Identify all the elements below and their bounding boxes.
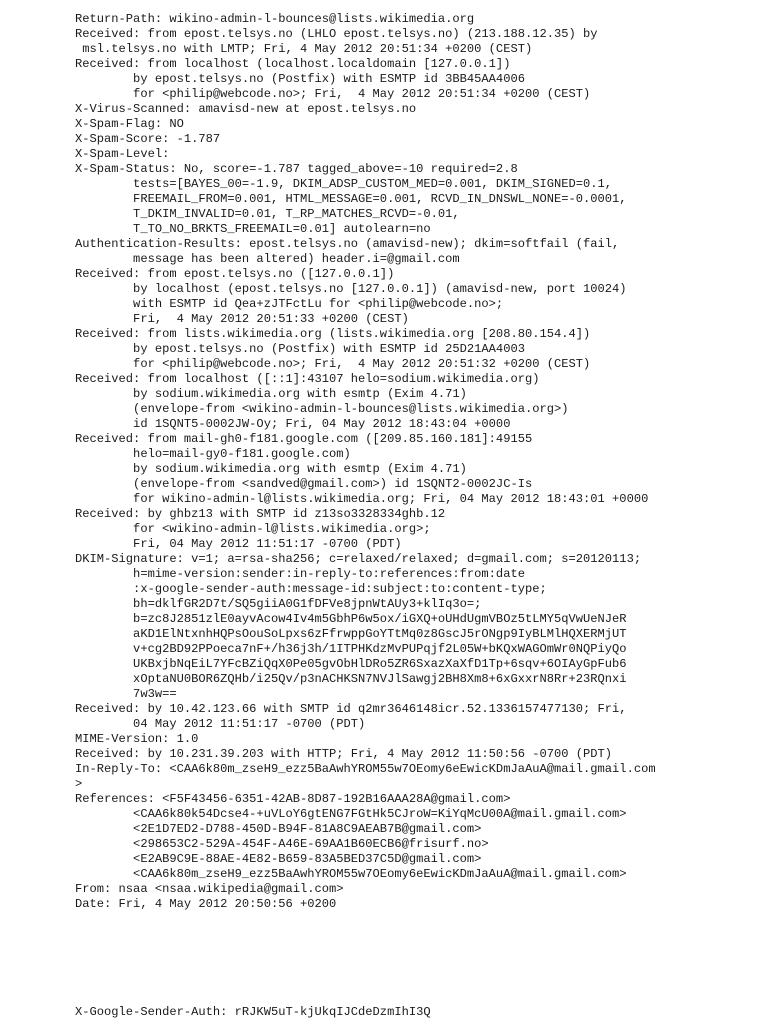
header-line: aKD1ElNtxnhHQPsOouSoLpxs6zFfrwppGoYTtMq0z8GscJ5rONgp9IyBLMlHQXERMjUT [75,627,627,641]
header-line: msl.telsys.no with LMTP; Fri, 4 May 2012 20:51:34 +0200 (CEST) [75,42,533,56]
header-line: <CAA6k80k54Dcse4-+uVLoY6gtENG7FGtHk5CJroW=KiYqMcU00A@mail.gmail.com> [75,807,627,821]
header-line: v+cg2BD92PPoeca7nF+/h36j3h/1ITPHKdzMvPUPqjf2L05W+bKQxWAGOmWr0NQPiyQo [75,642,627,656]
header-line: Received: from localhost ([::1]:43107 helo=sodium.wikimedia.org) [75,372,540,386]
header-line: X-Spam-Score: -1.787 [75,132,221,146]
header-line: Fri, 4 May 2012 20:51:33 +0200 (CEST) [75,312,409,326]
header-line: T_TO_NO_BRKTS_FREEMAIL=0.01] autolearn=no [75,222,431,236]
header-line: id 1SQNT5-0002JW-Oy; Fri, 04 May 2012 18:43:04 +0000 [75,417,511,431]
header-line: for <philip@webcode.no>; Fri, 4 May 2012 20:51:34 +0200 (CEST) [75,87,591,101]
header-line: tests=[BAYES_00=-1.9, DKIM_ADSP_CUSTOM_MED=0.001, DKIM_SIGNED=0.1, [75,177,613,191]
header-line: References: <F5F43456-6351-42AB-8D87-192B16AAA28A@gmail.com> [75,792,511,806]
header-line: Return-Path: wikino-admin-l-bounces@lists.wikimedia.org [75,12,475,26]
header-line: bh=dklfGR2D7t/SQ5giiA0G1fDFVe8jpnWtAUy3+klIq3o=; [75,597,482,611]
header-line: <2E1D7ED2-D788-450D-B94F-81A8C9AEAB7B@gmail.com> [75,822,482,836]
header-line: Received: by ghbz13 with SMTP id z13so3328334ghb.12 [75,507,446,521]
header-line: by epost.telsys.no (Postfix) with ESMTP id 25D21AA4003 [75,342,525,356]
header-line: for wikino-admin-l@lists.wikimedia.org; Fri, 04 May 2012 18:43:01 +0000 [75,492,649,506]
header-line: for <wikino-admin-l@lists.wikimedia.org>; [75,522,431,536]
header-line: T_DKIM_INVALID=0.01, T_RP_MATCHES_RCVD=-0.01, [75,207,460,221]
header-line: by sodium.wikimedia.org with esmtp (Exim 4.71) [75,387,467,401]
header-line: b=zc8J2851zlE0ayvAcow4Iv4m5GbhP6w5ox/iGXQ+oUHdUgmVBOz5tLMY5qVwUeNJeR [75,612,627,626]
header-line: message has been altered) header.i=@gmail.com [75,252,460,266]
header-line: by localhost (epost.telsys.no [127.0.0.1]) (amavisd-new, port 10024) [75,282,627,296]
header-line: X-Spam-Level: [75,147,170,161]
header-line: X-Virus-Scanned: amavisd-new at epost.telsys.no [75,102,417,116]
google-sender-auth-header: X-Google-Sender-Auth: rRJKW5uT-kjUkqIJCdeDzmIhI3Q [75,1005,431,1019]
header-line: X-Spam-Flag: NO [75,117,184,131]
header-line: Received: from mail-gh0-f181.google.com ([209.85.160.181]:49155 [75,432,533,446]
header-line: UKBxjbNqEiL7YFcBZiQqX0Pe05gvObHlDRo5ZR6SxazXaXfD1Tp+6sqv+6OIAyGpFub6 [75,657,627,671]
header-line: DKIM-Signature: v=1; a=rsa-sha256; c=relaxed/relaxed; d=gmail.com; s=20120113; [75,552,642,566]
header-line: for <philip@webcode.no>; Fri, 4 May 2012 20:51:32 +0200 (CEST) [75,357,591,371]
header-line: Received: by 10.231.39.203 with HTTP; Fri, 4 May 2012 11:50:56 -0700 (PDT) [75,747,613,761]
header-line: <CAA6k80m_zseH9_ezz5BaAwhYROM55w7OEomy6eEwicKDmJaAuA@mail.gmail.com> [75,867,627,881]
header-line: Received: from epost.telsys.no (LHLO epost.telsys.no) (213.188.12.35) by [75,27,598,41]
header-line: Received: from epost.telsys.no ([127.0.0.1]) [75,267,395,281]
email-headers-document [75,12,765,912]
header-line: xOptaNU0BOR6ZQHb/i25Qv/p3nACHKSN7NVJlSawgj2BH8Xm8+6xGxxrN8Rr+23RQnxi [75,672,627,686]
header-line: (envelope-from <wikino-admin-l-bounces@lists.wikimedia.org>) [75,402,569,416]
header-line: h=mime-version:sender:in-reply-to:references:from:date [75,567,525,581]
header-line: :x-google-sender-auth:message-id:subject:to:content-type; [75,582,547,596]
header-line: Date: Fri, 4 May 2012 20:50:56 +0200 [75,897,337,911]
header-line: <E2AB9C9E-88AE-4E82-B659-83A5BED37C5D@gmail.com> [75,852,482,866]
header-line: Fri, 04 May 2012 11:51:17 -0700 (PDT) [75,537,402,551]
header-line: From: nsaa <nsaa.wikipedia@gmail.com> [75,882,344,896]
header-line: Received: from localhost (localhost.localdomain [127.0.0.1]) [75,57,511,71]
header-line: by epost.telsys.no (Postfix) with ESMTP id 3BB45AA4006 [75,72,525,86]
header-line: helo=mail-gy0-f181.google.com) [75,447,351,461]
header-line: 7w3w== [75,687,177,701]
header-line: > [75,777,83,791]
header-line: Received: from lists.wikimedia.org (lists.wikimedia.org [208.80.154.4]) [75,327,591,341]
header-line: 04 May 2012 11:51:17 -0700 (PDT) [75,717,366,731]
header-line: <298653C2-529A-454F-A46E-69AA1B60ECB6@frisurf.no> [75,837,489,851]
header-line: with ESMTP id Qea+zJTFctLu for <philip@webcode.no>; [75,297,504,311]
header-line: MIME-Version: 1.0 [75,732,199,746]
header-line: (envelope-from <sandved@gmail.com>) id 1SQNT2-0002JC-Is [75,477,533,491]
header-line: FREEMAIL_FROM=0.001, HTML_MESSAGE=0.001, RCVD_IN_DNSWL_NONE=-0.0001, [75,192,627,206]
header-line: X-Spam-Status: No, score=-1.787 tagged_above=-10 required=2.8 [75,162,518,176]
header-line: Authentication-Results: epost.telsys.no (amavisd-new); dkim=softfail (fail, [75,237,620,251]
header-line: Received: by 10.42.123.66 with SMTP id q2mr3646148icr.52.1336157477130; Fri, [75,702,627,716]
header-line: In-Reply-To: <CAA6k80m_zseH9_ezz5BaAwhYROM55w7OEomy6eEwicKDmJaAuA@mail.gmail.com [75,762,656,776]
header-line: by sodium.wikimedia.org with esmtp (Exim 4.71) [75,462,467,476]
